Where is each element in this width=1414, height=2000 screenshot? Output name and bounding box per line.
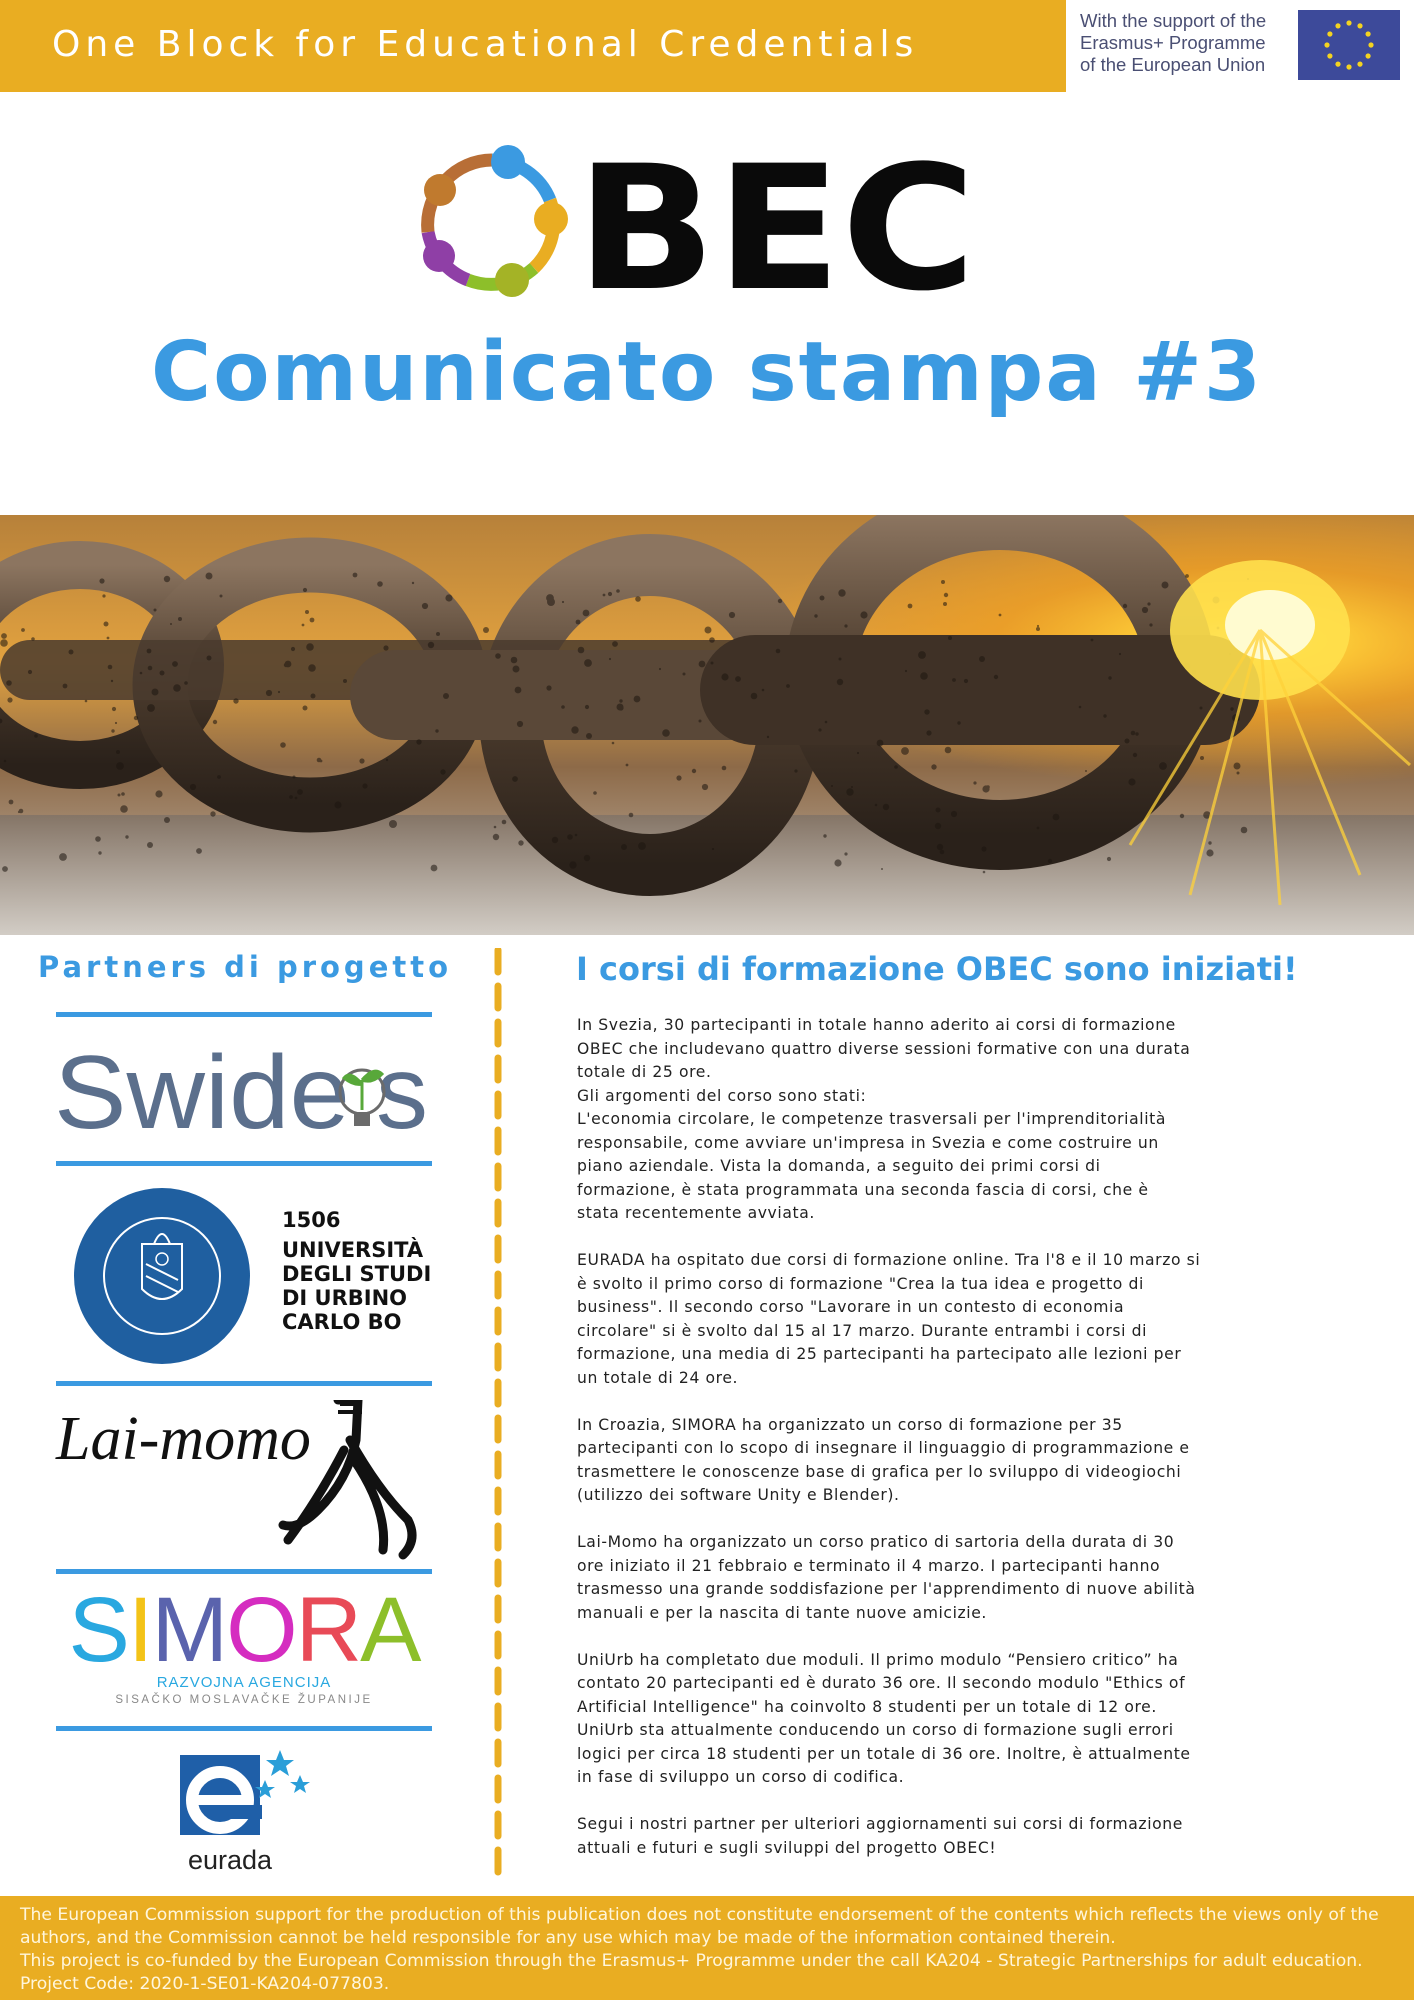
article-line: un totale di 24 ore.: [577, 1368, 739, 1387]
article-line: In Svezia, 30 partecipanti in totale hanno aderito ai corsi di formazione: [577, 1016, 1176, 1034]
urbino-seal-icon: [72, 1184, 252, 1368]
laimomo-logo: [56, 1400, 436, 1560]
article-line: UniUrb ha completato due moduli. Il primo modulo “Pensiero critico” ha: [577, 1650, 1179, 1669]
urbino-name-line: UNIVERSITÀ: [282, 1238, 424, 1262]
simora-subtitle: SISAČKO MOSLAVAČKE ŽUPANIJE: [115, 1694, 373, 1706]
article-line: Segui i nostri partner per ulteriori aggiornamenti sui corsi di formazione: [577, 1815, 1183, 1833]
page-title: Comunicato stampa #3: [151, 325, 1263, 420]
simora-logo: [54, 1580, 434, 1720]
eurada-e-icon: [170, 1745, 320, 1845]
article-line: contato 20 partecipanti ed è durato 36 ore. Il secondo modulo "Ethics of: [577, 1674, 1186, 1692]
eu-star: [1327, 53, 1332, 58]
footer-line: The European Commission support for the production of this publication does not constitute endorsement of the contents which reflects the views only of the: [20, 1905, 1379, 1925]
footer-line: Project Code: 2020-1-SE01-KA204-077803.: [20, 1974, 390, 1994]
eu-support-line: Erasmus+ Programme: [1080, 32, 1266, 53]
simora-letter: I: [127, 1579, 152, 1681]
laimomo-wordmark: Lai-momo: [56, 1405, 311, 1473]
article-line: manuali e per la nascita di tante nuove amicizie.: [577, 1603, 987, 1622]
simora-letter: O: [226, 1579, 296, 1681]
simora-letter: S: [68, 1579, 128, 1681]
eu-support-line: of the European Union: [1080, 54, 1266, 75]
footer-line: authors, and the Commission cannot be held responsible for any use which may be made of the information contained therein.: [20, 1928, 1116, 1948]
eu-star: [1327, 31, 1332, 36]
partner-divider: [56, 1012, 432, 1017]
article-line: partecipanti con lo scopo di insegnare il linguaggio di programmazione e: [577, 1439, 1190, 1457]
partner-divider: [56, 1726, 432, 1731]
article-line: circolare" si è svolto dal 15 al 17 marzo. Durante entrambi i corsi di: [577, 1321, 1148, 1340]
urbino-name-line: CARLO BO: [282, 1310, 402, 1334]
article-line: responsabile, come avviare un'impresa in Svezia e come costruire un: [577, 1133, 1159, 1152]
eu-star: [1324, 42, 1329, 47]
urbino-name-line: DEGLI STUDI: [282, 1262, 432, 1286]
urbino-year: 1506: [282, 1208, 341, 1232]
simora-letter: R: [295, 1579, 361, 1681]
eu-star: [1366, 31, 1371, 36]
partner-divider: [56, 1381, 432, 1386]
eu-flag-icon: [1298, 10, 1400, 80]
article-line: formazione, è stata programmata una seconda fascia di corsi, che è: [577, 1180, 1149, 1199]
simora-subtitle: RAZVOJNA AGENCIJA: [156, 1674, 332, 1691]
eurada-logo: [170, 1745, 320, 1880]
eu-support-text: [1080, 10, 1295, 76]
simora-letter: A: [360, 1579, 420, 1681]
obec-ring-icon: [423, 145, 568, 297]
article-line: è svolto il primo corso di formazione "Crea la tua idea e progetto di: [577, 1274, 1144, 1293]
eu-star: [1346, 20, 1351, 25]
article-body: [577, 1014, 1367, 1884]
article-line: attuali e futuri e sugli sviluppi del progetto OBEC!: [577, 1838, 997, 1857]
article-line: OBEC che includevano quattro diverse sessioni formative con una durata: [577, 1039, 1191, 1058]
article-line: stata recentemente avviata.: [577, 1204, 815, 1222]
article-line: business". Il secondo corso "Lavorare in un contesto di economia: [577, 1298, 1125, 1316]
eu-star: [1335, 62, 1340, 67]
eu-star: [1357, 62, 1362, 67]
article-line: In Croazia, SIMORA ha organizzato un corso di formazione per 35: [577, 1415, 1123, 1434]
tagline: One Block for Educational Credentials: [52, 24, 919, 65]
swideas-logo: [54, 1040, 434, 1140]
article-line: Lai-Momo ha organizzato un corso pratico di sartoria della durata di 30: [577, 1533, 1175, 1551]
article-line: (utilizzo dei software Unity e Blender).: [577, 1486, 900, 1504]
eu-support-box: [1066, 0, 1414, 92]
article-line: piano aziendale. Vista la domanda, a seguito dei primi corsi di: [577, 1157, 1101, 1175]
svg-text:s: s: [376, 1040, 428, 1140]
laimomo-figure-icon: [278, 1400, 428, 1560]
footer-line: This project is co-funded by the European Commission through the Erasmus+ Programme under the call KA204 - Strategic Partnerships for adult education.: [20, 1951, 1363, 1971]
eurada-wordmark: eurada: [187, 1845, 273, 1875]
eu-support-line: With the support of the: [1080, 10, 1267, 31]
article-paragraph: [577, 1414, 1367, 1508]
partner-divider: [56, 1569, 432, 1574]
eu-star: [1366, 53, 1371, 58]
eu-star: [1346, 64, 1351, 69]
article-line: logici per circa 18 studenti per un totale di 36 ore. Inoltre, è attualmente: [577, 1744, 1191, 1763]
article-paragraph: [577, 1249, 1367, 1390]
eu-star: [1368, 42, 1373, 47]
article-line: Artificial Intelligence" ha coinvolto 8 studenti per un totale di 12 ore.: [577, 1697, 1157, 1716]
hero-chain-image: [0, 515, 1414, 935]
article-paragraph: [577, 1014, 1367, 1226]
article-line: Gli argomenti del corso sono stati:: [577, 1086, 867, 1105]
partner-divider: [56, 1161, 432, 1166]
article-line: totale di 25 ore.: [577, 1063, 712, 1081]
article-line: in fase di sviluppo un corso di codifica.: [577, 1768, 905, 1786]
urbino-logo: [72, 1184, 452, 1368]
eu-star: [1335, 23, 1340, 28]
footer-disclaimer: [0, 1896, 1414, 2000]
article-paragraph: [577, 1649, 1367, 1790]
article-line: EURADA ha ospitato due corsi di formazione online. Tra l'8 e il 10 marzo si: [577, 1251, 1201, 1269]
eu-star: [1357, 23, 1362, 28]
article-line: formazione, una media di 25 partecipanti ha partecipato alle lezioni per: [577, 1345, 1182, 1363]
article-line: trasmettere le conoscenze base di grafica per lo sviluppo di videogiochi: [577, 1462, 1182, 1481]
article-line: UniUrb sta attualmente conducendo un corso di formazione sugli errori: [577, 1721, 1174, 1739]
article-paragraph: [577, 1813, 1367, 1860]
obec-logo: [416, 140, 976, 310]
simora-letter: M: [151, 1579, 227, 1681]
obec-logo-text: BEC: [576, 140, 976, 310]
urbino-name-line: DI URBINO: [282, 1286, 408, 1310]
article-title: I corsi di formazione OBEC sono iniziati!: [576, 950, 1298, 988]
column-divider: [493, 948, 503, 1878]
svg-text:Swide: Swide: [54, 1040, 350, 1140]
header-bar: [0, 0, 1066, 92]
article-line: ore iniziato il 21 febbraio e terminato il 4 marzo. I partecipanti hanno: [577, 1556, 1161, 1575]
article-line: L'economia circolare, le competenze trasversali per l'imprenditorialità: [577, 1110, 1167, 1128]
partners-heading: Partners di progetto: [37, 950, 453, 984]
article-paragraph: [577, 1531, 1367, 1625]
article-line: trasmesso una grande soddisfazione per l'apprendimento di nuove abilità: [577, 1580, 1196, 1598]
